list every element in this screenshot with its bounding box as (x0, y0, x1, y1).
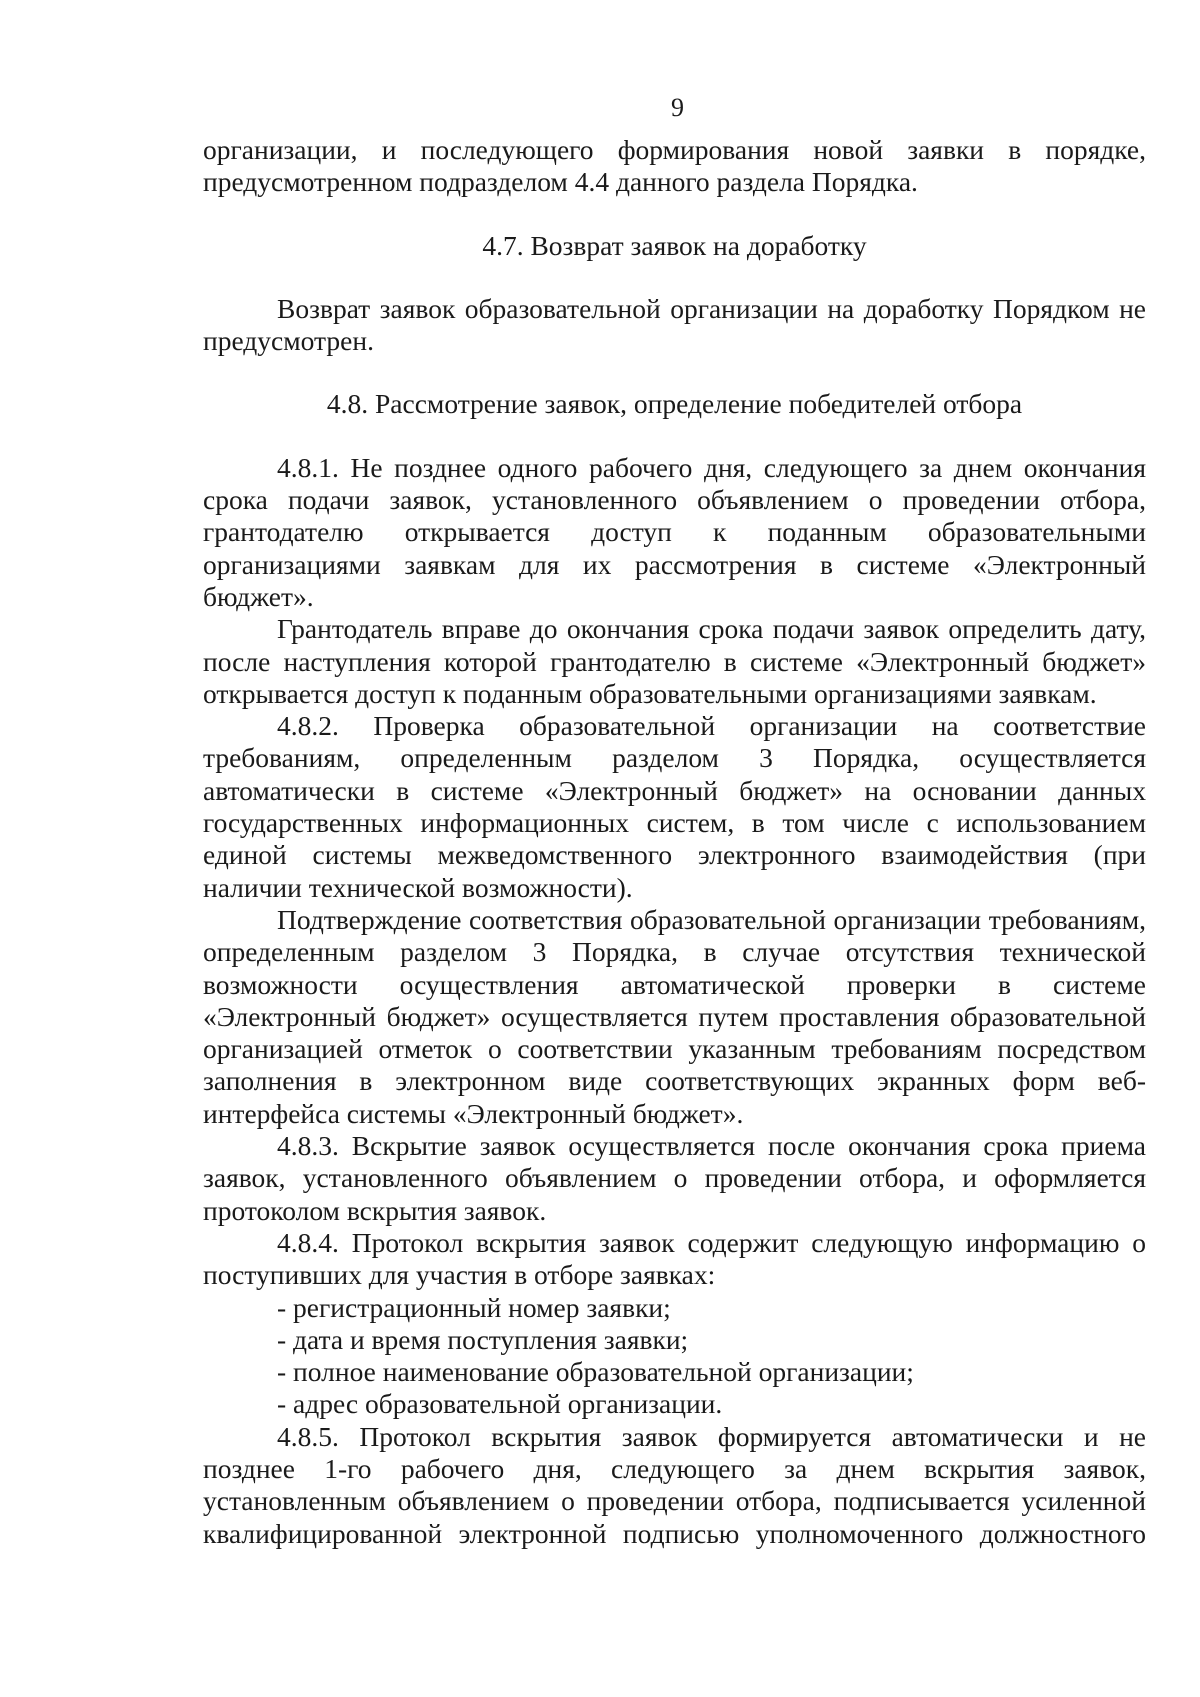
paragraph-4-7: Возврат заявок образовательной организации на доработку Порядком не предусмотрен. (203, 292, 1146, 357)
paragraph-4-8-2-b: Подтверждение соответствия образовательной организации требованиям, определенным разделом 3 Порядка, в случае отсутствия технической возможности осуществления автоматической проверки в системе «Электронный бюджет» осуществляется путем проставления образовательной организацией отметок о соответствии указанным требованиям посредством заполнения в электронном виде соответствующих экранных форм веб-интерфейса системы «Электронный бюджет». (203, 903, 1146, 1129)
page-number: 9 (671, 93, 684, 122)
list-item: - полное наименование образовательной организации; (277, 1356, 914, 1388)
list-item: - регистрационный номер заявки; (277, 1291, 671, 1323)
paragraph-4-8-4: 4.8.4. Протокол вскрытия заявок содержит следующую информацию о поступивших для участия в отборе заявках: (203, 1226, 1146, 1291)
paragraph-4-8-2: 4.8.2. Проверка образовательной организации на соответствие требованиям, определенным разделом 3 Порядка, осуществляется автоматически в системе «Электронный бюджет» на основании данных государственных информационных систем, в том числе с использованием единой системы межведомственного электронного взаимодействия (при наличии технической возможности). (203, 710, 1146, 903)
paragraph-intro: организации, и последующего формирования новой заявки в порядке, предусмотренном подразделом 4.4 данного раздела Порядка. (203, 134, 1146, 198)
document-body (203, 134, 1146, 1550)
paragraph-4-8-5: 4.8.5. Протокол вскрытия заявок формируется автоматически и не позднее 1-го рабочего дня, следующего за днем вскрытия заявок, установленным объявлением о проведении отбора, подписывается усиленной квалифицированной электронной подписью уполномоченного должностного (203, 1420, 1146, 1549)
paragraph-4-8-3: 4.8.3. Вскрытие заявок осуществляется после окончания срока приема заявок, установленного объявлением о проведении отбора, и оформляется протоколом вскрытия заявок. (203, 1130, 1146, 1226)
heading-section-4-7: 4.7. Возврат заявок на доработку (482, 229, 867, 261)
list-item: - адрес образовательной организации. (277, 1388, 723, 1420)
list-item: - дата и время поступления заявки; (277, 1323, 689, 1355)
paragraph-4-8-1-b: Грантодатель вправе до окончания срока подачи заявок определить дату, после наступления которой грантодателю в системе «Электронный бюджет» открывается доступ к поданным образовательными организациями заявкам. (203, 613, 1146, 709)
paragraph-4-8-1: 4.8.1. Не позднее одного рабочего дня, следующего за днем окончания срока подачи заявок, установленного объявлением о проведении отбора, грантодателю открывается доступ к поданным образовательными организациями заявкам для их рассмотрения в системе «Электронный бюджет». (203, 451, 1146, 612)
heading-section-4-8: 4.8. Рассмотрение заявок, определение победителей отбора (326, 388, 1023, 420)
